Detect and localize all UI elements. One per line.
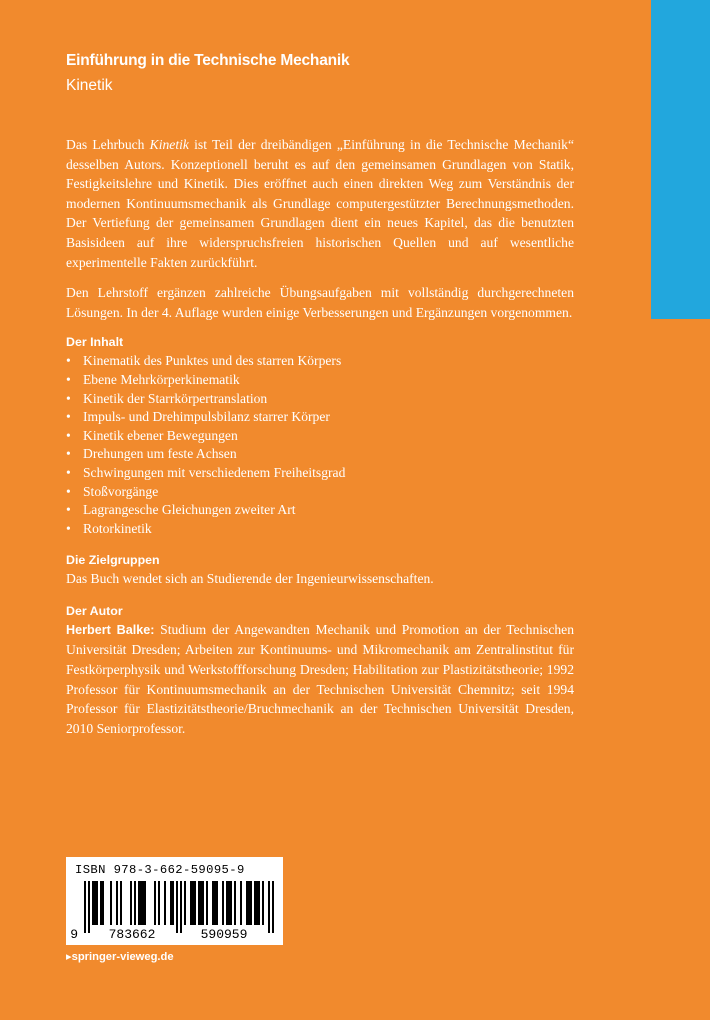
bullet-icon: • [66,371,71,387]
barcode-bar [248,881,250,925]
book-subtitle: Kinetik [66,77,113,94]
intro-p1-rest: ist Teil der dreibändigen „Einführung in die Technische Mechanik“ desselben Autors. Konzeptionell beruht es auf den gemeinsamen Grundlagen von Statik, Festigkeitslehre und Kinetik. Dies eröffnet auch einen direkten Weg zum Verständnis der modernen Kontinuumsmechanik als Grundlage computergestützter Berechnungsmethoden. Der Vertiefung der gemeinsamen Grundlagen dient ein neues Kapitel, das die benutzten Basisideen auf ihre widerspruchsfreien historischen Quellen und auf wesentliche experimentelle Fakten zurückführt. [66,137,574,270]
bullet-icon: • [66,390,71,406]
contents-item-text: Kinetik der Starrkörpertranslation [83,390,268,406]
barcode-bar [110,881,112,925]
intro-p1-start: Das Lehrbuch [66,137,150,152]
bullet-icon: • [66,464,71,480]
barcode-bar [228,881,230,925]
barcode-bar [202,881,204,925]
barcode-bar [254,881,256,925]
barcode-bar [158,881,160,925]
barcode-bar [170,881,172,925]
contents-list-item [66,408,574,427]
contents-list-item [66,371,574,390]
author-bio: Studium der Angewandten Mechanik und Promotion an der Technischen Universität Dresden; Arbeiten zur Kontinuums- und Mikromechanik am Zentralinstitut für Festkörperphysik und Werkstoffforschung Dresden; Habilitation zur Plastizitätstheorie; 1992 Professor für Kontinuumsmechanik an der Technischen Universität Chemnitz; seit 1994 Professor für Elastizitätstheorie/Bruchmechanik an der Technischen Universität Dresden, 2010 Seniorprofessor. [66,621,574,736]
barcode-bar [100,881,102,925]
intro-paragraph-2: Den Lehrstoff ergänzen zahlreiche Übungsaufgaben mit vollständig durchgerechneten Lösungen. In der 4. Auflage wurden einige Verbesserungen und Ergänzungen vorgenommen. [66,285,574,320]
barcode-bar [198,881,200,925]
barcode-bar [192,881,194,925]
bullet-icon: • [66,483,71,499]
barcode-bar [214,881,216,925]
isbn-label: ISBN 978-3-662-59095-9 [75,863,245,877]
barcode-bar [194,881,196,925]
contents-item-text: Impuls- und Drehimpulsbilanz starrer Körper [83,409,330,425]
barcode-bar [138,881,140,925]
author-heading: Der Autor [66,603,123,618]
contents-list-item [66,464,574,483]
barcode-bar [88,881,90,933]
barcode-bar [200,881,202,925]
barcode-bar [176,881,178,933]
barcode-bar [256,881,258,925]
book-title: Einführung in die Technische Mechanik [66,52,350,69]
barcode-bar [226,881,228,925]
barcode-bar [94,881,96,925]
barcode-bar [272,881,274,933]
bullet-icon: • [66,502,71,518]
contents-item-text: Stoßvorgänge [83,483,159,499]
barcode-bar [190,881,192,925]
contents-list-item [66,352,574,371]
barcode-bar [96,881,98,925]
audience-heading: Die Zielgruppen [66,553,160,568]
barcode-bar [140,881,142,925]
barcode-bar [240,881,242,925]
contents-item-text: Lagrangesche Gleichungen zweiter Art [83,502,296,518]
barcode-graphic [66,857,283,945]
contents-heading: Der Inhalt [66,335,124,350]
barcode-bar [250,881,252,925]
contents-item-text: Kinetik ebener Bewegungen [83,427,238,443]
contents-list-item [66,427,574,446]
contents-list-item [66,483,574,502]
contents-item-text: Drehungen um feste Achsen [83,446,237,462]
barcode-bar [130,881,132,925]
barcode-bar [212,881,214,925]
barcode-bar [180,881,182,933]
barcode-bar [120,881,122,925]
blurb [66,135,574,738]
author-paragraph [66,620,574,739]
barcode-bar [258,881,260,925]
contents-list-item [66,501,574,520]
contents-item-text: Kinematik des Punktes und des starren Körpers [83,353,342,369]
bullet-icon: • [66,353,71,369]
barcode-bar [222,881,224,925]
bullet-icon: • [66,520,71,536]
bullet-icon: • [66,446,71,462]
publisher-url[interactable]: ▸springer-vieweg.de [66,951,174,963]
accent-stripe [651,0,710,319]
intro-p1-book-name: Kinetik [149,137,189,152]
barcode-bar [172,881,174,925]
barcode-bar [102,881,104,925]
barcode-bar [144,881,146,925]
barcode-bar [154,881,156,925]
contents-list-item [66,390,574,409]
barcode-bar [184,881,186,925]
barcode-digits: 783662 [108,927,156,942]
barcode-bar [216,881,218,925]
barcode-bar [134,881,136,925]
barcode-bar [230,881,232,925]
barcode-bar [142,881,144,925]
contents-list-item [66,445,574,464]
barcode-bar [246,881,248,925]
barcode-bar [268,881,270,933]
barcode-bar [84,881,86,933]
contents-list-item [66,520,574,539]
barcode-bar [116,881,118,925]
barcode-bar [206,881,208,925]
audience-text: Das Buch wendet sich an Studierende der Ingenieurwissenschaften. [66,571,434,587]
contents-item-text: Schwingungen mit verschiedenem Freiheitsgrad [83,464,346,480]
publisher-url-text[interactable]: springer-vieweg.de [71,951,174,963]
isbn-barcode [66,857,283,945]
author-name: Herbert Balke: [66,622,155,637]
contents-item-text: Ebene Mehrkörperkinematik [83,371,240,387]
barcode-bar [262,881,264,925]
intro-paragraph-1 [66,135,574,272]
contents-item-text: Rotorkinetik [83,520,152,536]
bullet-icon: • [66,427,71,443]
barcode-bar [234,881,236,925]
barcode-digits: 9 [70,927,78,942]
barcode-bar [164,881,166,925]
barcode-bar [92,881,94,925]
bullet-icon: • [66,409,71,425]
contents-list [66,352,574,538]
barcode-digits: 590959 [200,927,248,942]
